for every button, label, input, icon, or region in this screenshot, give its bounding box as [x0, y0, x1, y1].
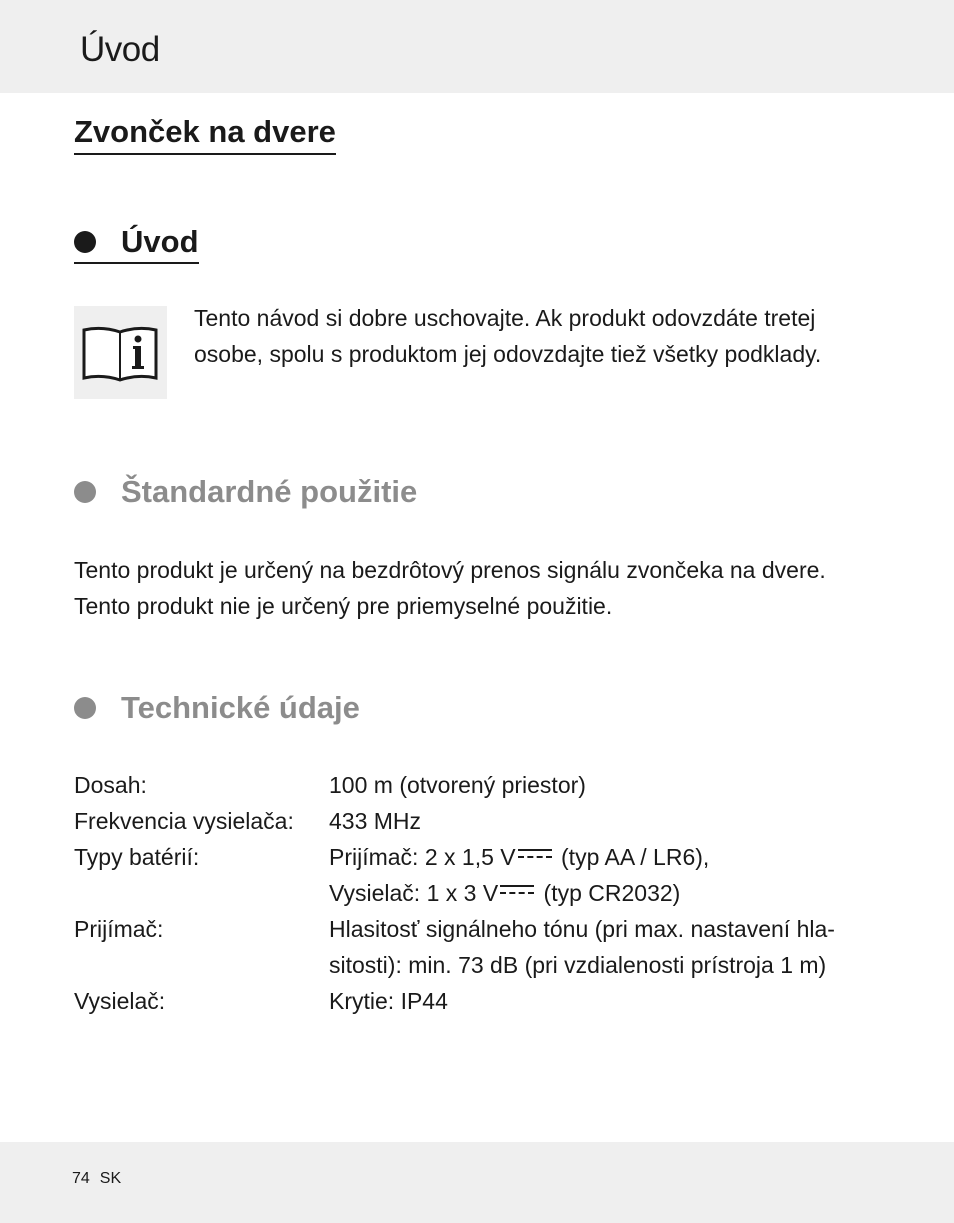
- bullet-icon: [74, 697, 96, 719]
- usage-paragraph: [74, 552, 826, 624]
- spec-value: Krytie: IP44: [329, 988, 448, 1014]
- section-heading-intro-text: Úvod: [121, 224, 199, 259]
- spec-value: Hlasitosť signálneho tónu (pri max. nastavení hla-: [329, 916, 835, 942]
- page-header-title: Úvod: [80, 30, 160, 69]
- spec-value-part: Vysielač: 1 x 3 V: [329, 880, 499, 906]
- section-heading-tech-text: Technické údaje: [121, 690, 360, 725]
- spec-label: Typy batérií:: [74, 844, 200, 870]
- section-heading-usage-text: Štandardné použitie: [121, 474, 418, 509]
- usage-line: Tento produkt je určený na bezdrôtový prenos signálu zvončeka na dvere.: [74, 557, 826, 583]
- section-heading-usage: [74, 474, 417, 510]
- spec-value-part: (typ CR2032): [537, 880, 681, 906]
- dc-voltage-icon: [518, 847, 552, 861]
- footer-band: [0, 1142, 954, 1223]
- info-manual-icon: [74, 306, 167, 399]
- spec-value-part: Prijímač: 2 x 1,5 V: [329, 844, 516, 870]
- dc-voltage-icon: [500, 883, 534, 897]
- open-book-icon: [74, 306, 167, 399]
- intro-line: Tento návod si dobre uschovajte. Ak produkt odovzdáte tretej: [194, 305, 816, 331]
- spec-label: Prijímač:: [74, 916, 164, 942]
- bullet-icon: [74, 481, 96, 503]
- document-title: Zvonček na dvere: [74, 114, 336, 155]
- intro-paragraph: [194, 300, 821, 372]
- spec-label: Vysielač:: [74, 988, 166, 1014]
- spec-value: sitosti): min. 73 dB (pri vzdialenosti prístroja 1 m): [329, 952, 827, 978]
- spec-value-part: (typ AA / LR6),: [554, 844, 710, 870]
- section-heading-intro: [74, 224, 199, 264]
- spec-value: [329, 839, 709, 875]
- bullet-icon: [74, 231, 96, 253]
- spec-value: 100 m (otvorený priestor): [329, 772, 586, 798]
- spec-label: Dosah:: [74, 772, 147, 798]
- page-number: 74: [72, 1170, 90, 1187]
- section-heading-tech: [74, 690, 360, 726]
- intro-line: osobe, spolu s produktom jej odovzdajte tiež všetky podklady.: [194, 341, 822, 367]
- spec-value: 433 MHz: [329, 808, 422, 834]
- footer: [72, 1170, 121, 1188]
- spec-value: [329, 875, 680, 911]
- spec-label: Frekvencia vysielača:: [74, 808, 294, 834]
- usage-line: Tento produkt nie je určený pre priemyselné použitie.: [74, 593, 613, 619]
- language-code: SK: [99, 1170, 122, 1187]
